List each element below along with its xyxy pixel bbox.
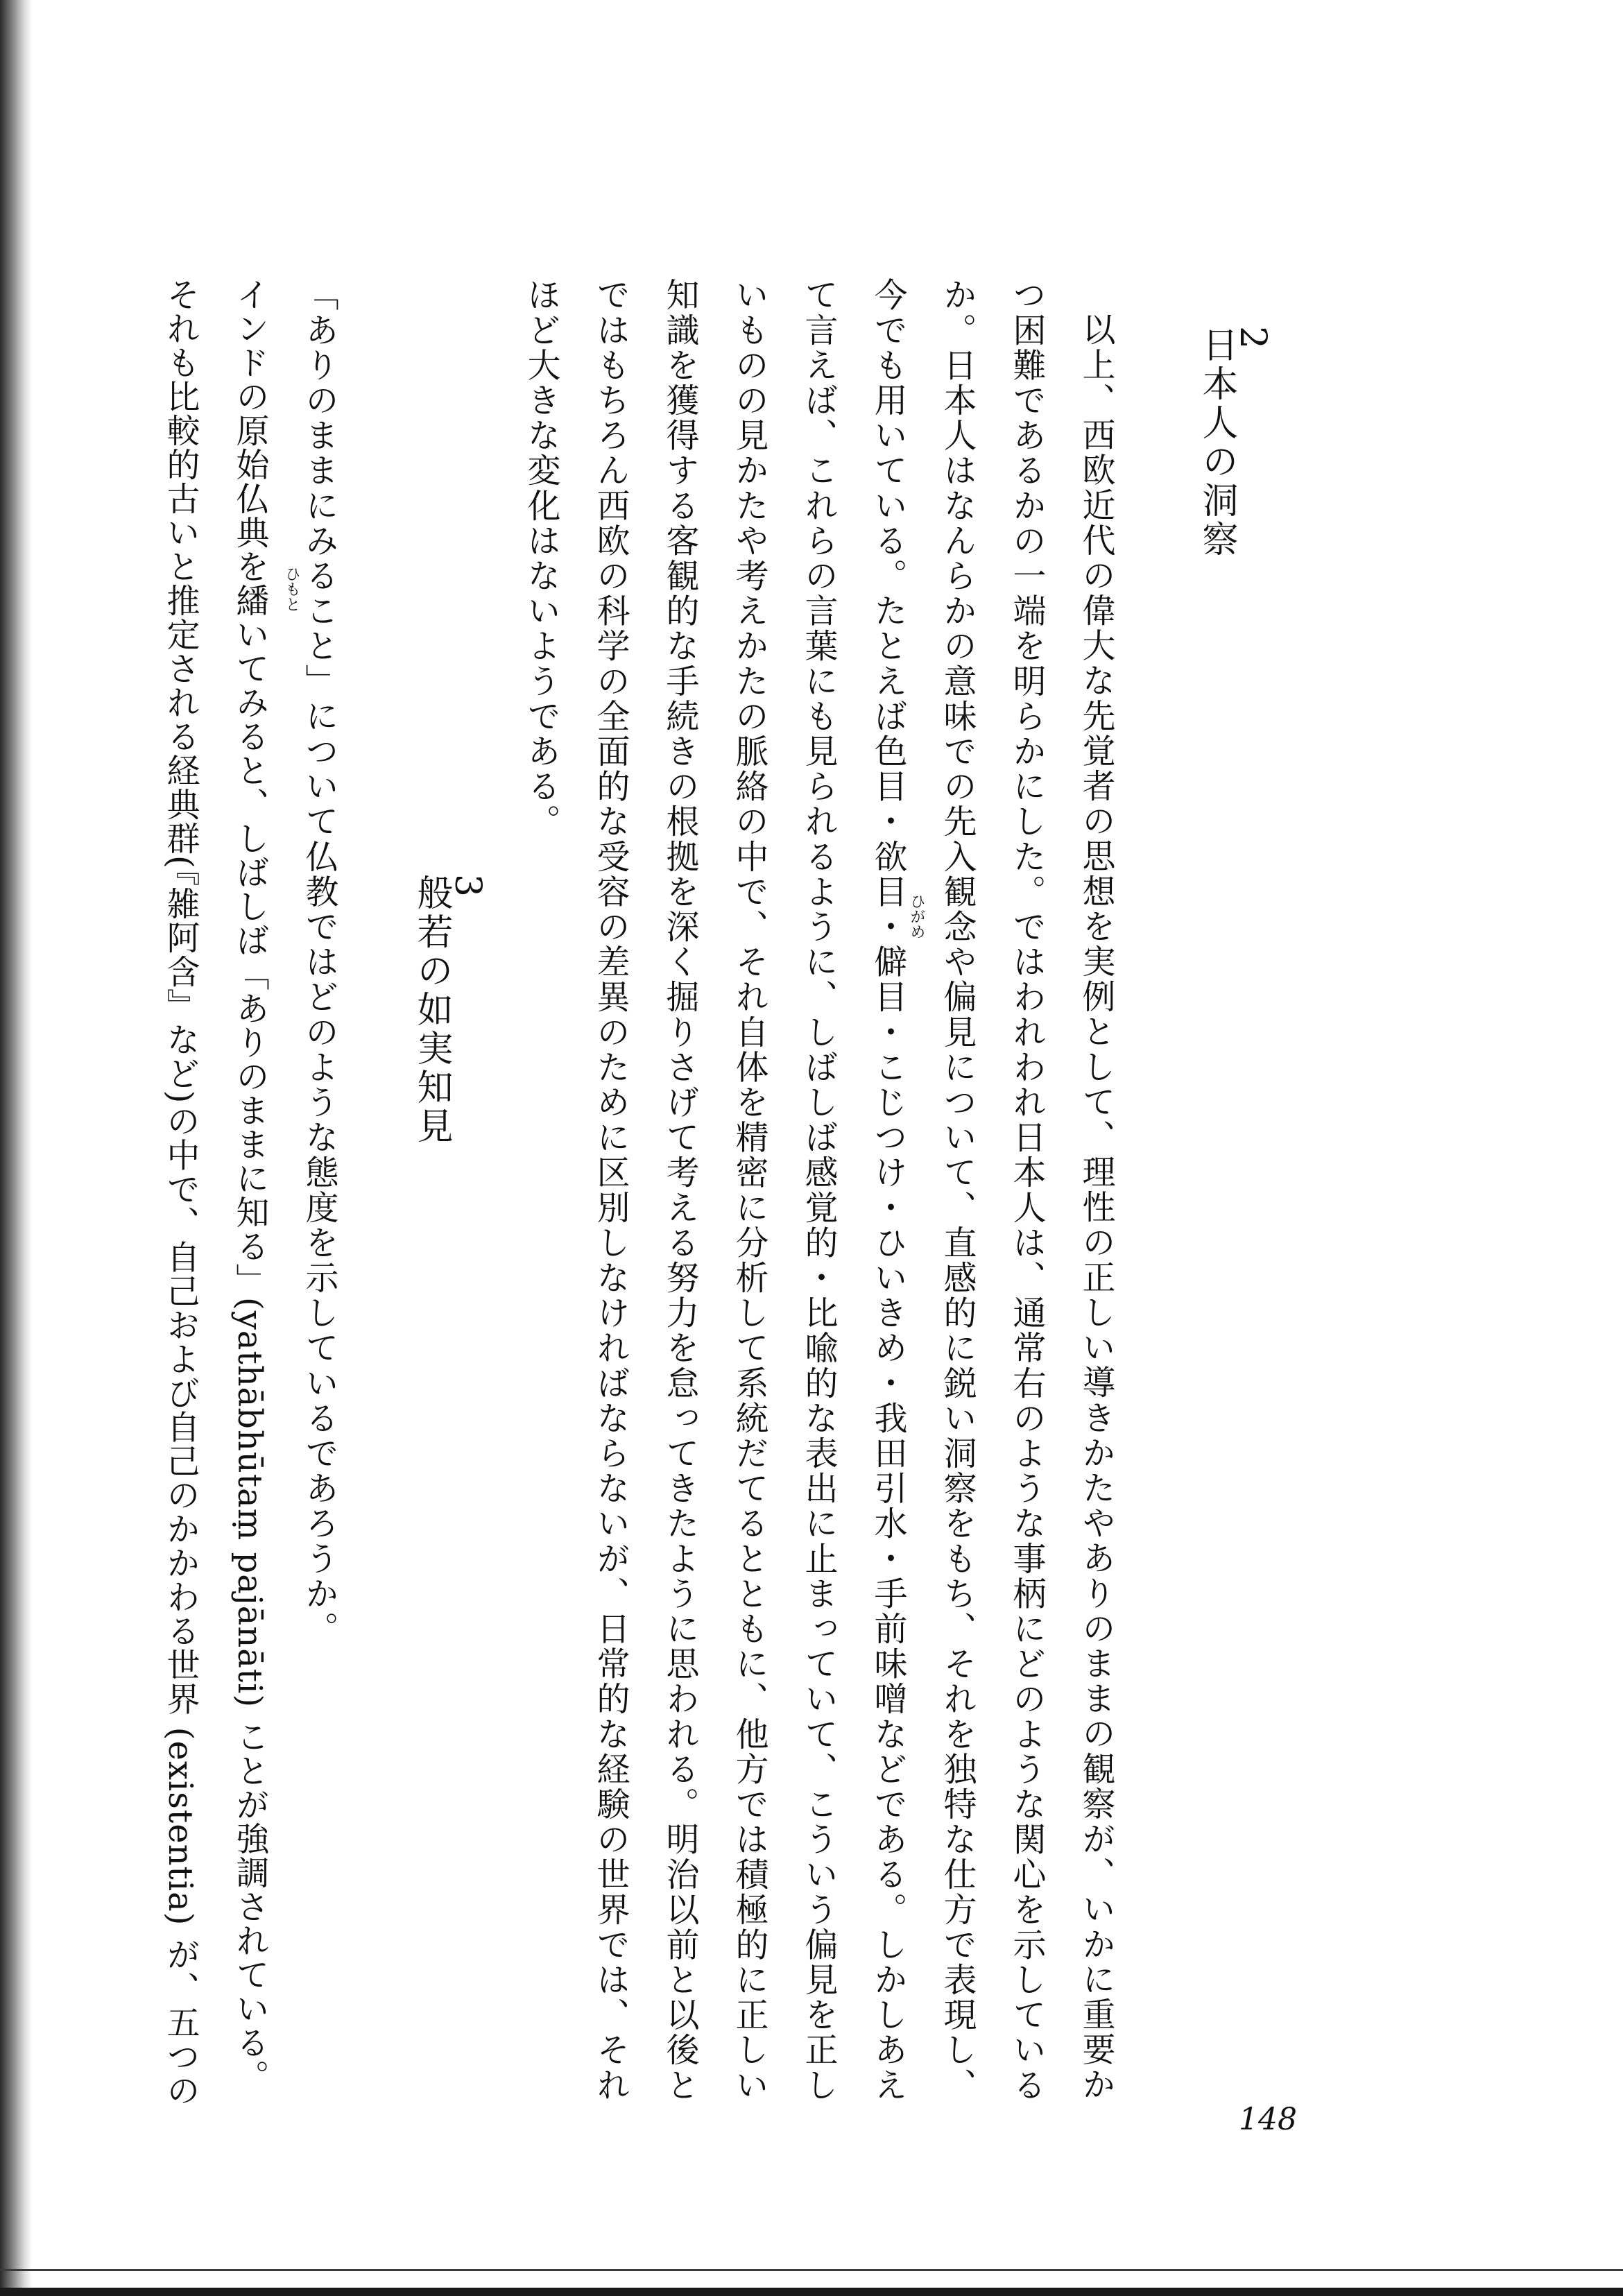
paragraph-1-line-6: いものの見かたや考えかたの脈絡の中で、それ自体を精密に分析して系統だてるとともに、他方では積極的に正しい bbox=[730, 277, 768, 2103]
scan-bottom-edge bbox=[0, 2288, 1623, 2296]
ruby-gloss-higame: ひがめ bbox=[908, 893, 925, 939]
paragraph-2-line-1: 「ありのままにみること」について仏教ではどのような態度を示しているであろうか。 bbox=[300, 277, 338, 1647]
paragraph-1-line-8: ではもちろん西欧の科学の全面的な受容の差異のために区別しなければならないが、日常的な経験の世界では、それ bbox=[591, 277, 630, 2103]
section-2-title: 日本人の洞察 bbox=[1196, 326, 1237, 559]
paragraph-1-line-3: か。日本人はなんらかの意味での先入観念や偏見について、直感的に鋭い洞察をもち、それを独特な仕方で表現し、 bbox=[938, 277, 977, 2103]
scan-binding-shadow bbox=[0, 0, 32, 2296]
section-2-number: 2 bbox=[1232, 326, 1273, 352]
page-number: 148 bbox=[1239, 2102, 1297, 2137]
paragraph-2-line-3: それも比較的古いと推定される経典群(『雑阿含』など)の中で、自己および自己のかかわる世界 (existentia) が、五つの bbox=[161, 277, 200, 2107]
section-3-title: 般若の如実知見 bbox=[411, 874, 452, 1146]
scan-bottom-rule bbox=[0, 2269, 1623, 2271]
paragraph-1-line-4: 今でも用いている。たとえば色目・欲目・僻目・こじつけ・ひいきめ・我田引水・手前味噌などである。しかしあえ bbox=[868, 277, 907, 2103]
ruby-gloss-himoto: ひもと bbox=[283, 566, 300, 612]
section-3-heading bbox=[413, 874, 486, 1146]
paragraph-2-line-2: インドの原始仏典を繙いてみると、しばしば「ありのままに知る」(yathābhūtaṃ pajānāti) ことが強調されている。 bbox=[230, 277, 269, 2093]
section-2-heading bbox=[1196, 326, 1273, 559]
paragraph-1-line-9: ほど大きな変化はないようである。 bbox=[522, 277, 560, 839]
paragraph-1-line-1: 以上、西欧近代の偉大な先覚者の思想を実例として、理性の正しい導きかたやありのままの観察が、いかに重要か bbox=[1076, 312, 1115, 2102]
paragraph-1-line-7: 知識を獲得する客観的な手続きの根拠を深く掘りさげて考える努力を怠ってきたように思われる。明治以前と以後と bbox=[660, 277, 699, 2103]
paragraph-1-line-5: て言えば、これらの言葉にも見られるように、しばしば感覚的・比喩的な表出に止まっていて、こういう偏見を正し bbox=[799, 277, 838, 2103]
paragraph-1-line-2: つ困難であるかの一端を明らかにした。ではわれわれ日本人は、通常右のような事柄にどのような関心を示している bbox=[1007, 277, 1046, 2103]
section-3-number: 3 bbox=[447, 874, 488, 900]
